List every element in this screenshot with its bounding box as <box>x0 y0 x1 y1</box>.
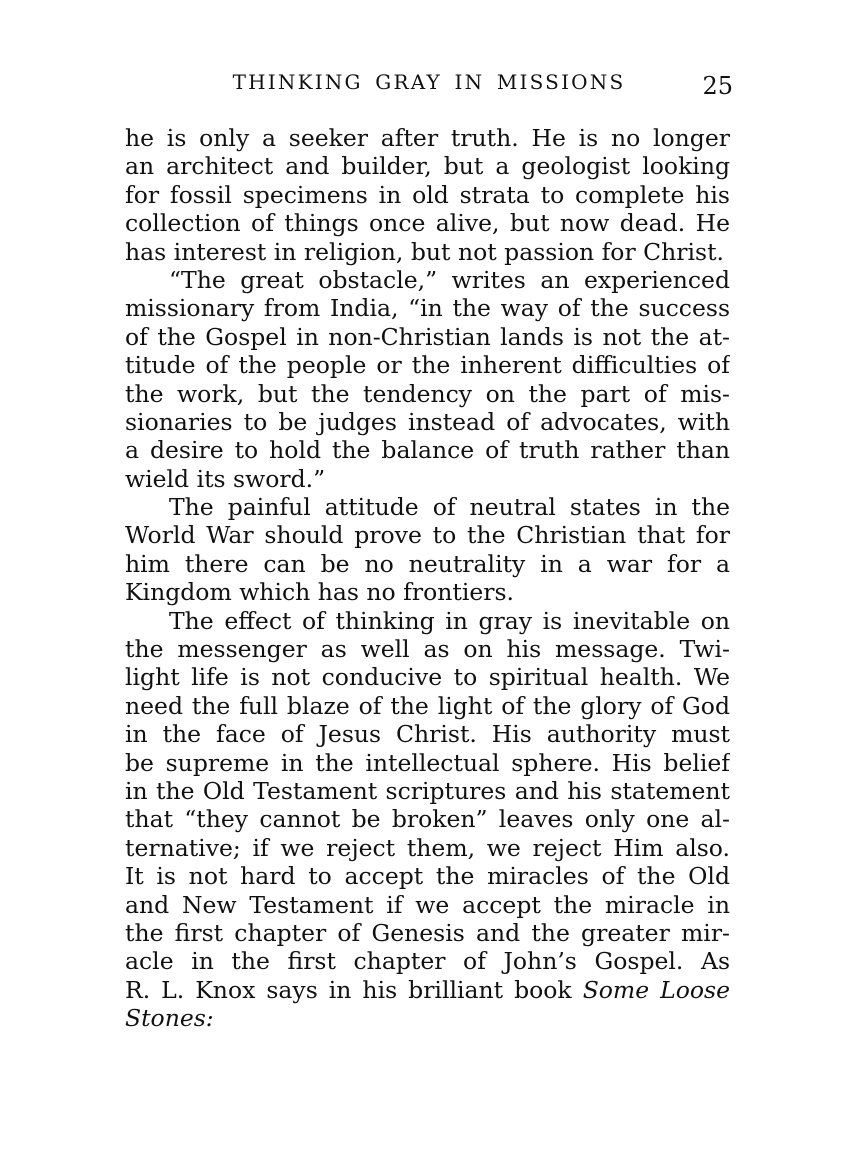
text-line: missionary from India, “in the way of the success <box>125 294 730 323</box>
running-title: THINKING GRAY IN MISSIONS <box>232 70 626 94</box>
text-line: The effect of thinking in gray is inevitable on <box>169 606 730 635</box>
text-line: ternative; if we reject them, we reject Him also. <box>125 833 730 862</box>
text-line: a desire to hold the balance of truth rather than <box>125 436 730 465</box>
text-line: him there can be no neutrality in a war for a <box>125 549 730 578</box>
text-line: acle in the first chapter of John’s Gospel. As <box>125 947 730 976</box>
text-line: in the face of Jesus Christ. His authority must <box>125 720 730 749</box>
text-line: he is only a seeker after truth. He is no longer <box>125 124 730 152</box>
text-line: of the Gospel in non-Christian lands is not the at- <box>125 322 730 351</box>
text-line: World War should prove to the Christian that for <box>125 521 730 550</box>
text-line: titude of the people or the inherent difficulties of <box>125 351 730 380</box>
page-number: 25 <box>702 72 733 100</box>
book-reference-prefix: R. L. Knox says in his brilliant book <box>125 975 583 1004</box>
text-line: It is not hard to accept the miracles of the Old <box>125 862 730 891</box>
text-line: “The great obstacle,” writes an experienced <box>169 265 730 294</box>
text-line: and New Testament if we accept the miracle in <box>125 890 730 919</box>
book-title: Some Loose <box>582 975 730 1004</box>
text-line: Kingdom which has no frontiers. <box>125 578 515 607</box>
text-line: the first chapter of Genesis and the greater mir- <box>125 918 730 947</box>
book-title-continuation: Stones: <box>125 1004 214 1033</box>
text-line: for fossil specimens in old strata to complete his <box>125 180 730 209</box>
text-line: sionaries to be judges instead of advocates, with <box>125 407 730 436</box>
text-line: wield its sword.” <box>125 464 326 493</box>
text-line: light life is not conducive to spiritual health. We <box>125 663 730 692</box>
running-head <box>125 68 733 102</box>
text-line: an architect and builder, but a geologist looking <box>125 152 730 181</box>
text-line: that “they cannot be broken” leaves only one al- <box>125 805 730 834</box>
text-line: has interest in religion, but not passion for Christ. <box>125 237 724 266</box>
text-line: need the full blaze of the light of the glory of God <box>125 691 730 720</box>
text-line: The painful attitude of neutral states in the <box>169 493 730 522</box>
text-line: in the Old Testament scriptures and his statement <box>125 776 730 805</box>
text-line: the work, but the tendency on the part of mis- <box>125 379 730 408</box>
text-line-book-reference <box>125 976 730 1004</box>
text-line: the messenger as well as on his message. Twi- <box>125 635 730 664</box>
text-line: collection of things once alive, but now dead. He <box>125 209 730 238</box>
body-text <box>125 124 730 1033</box>
text-line: be supreme in the intellectual sphere. His belief <box>125 748 730 777</box>
